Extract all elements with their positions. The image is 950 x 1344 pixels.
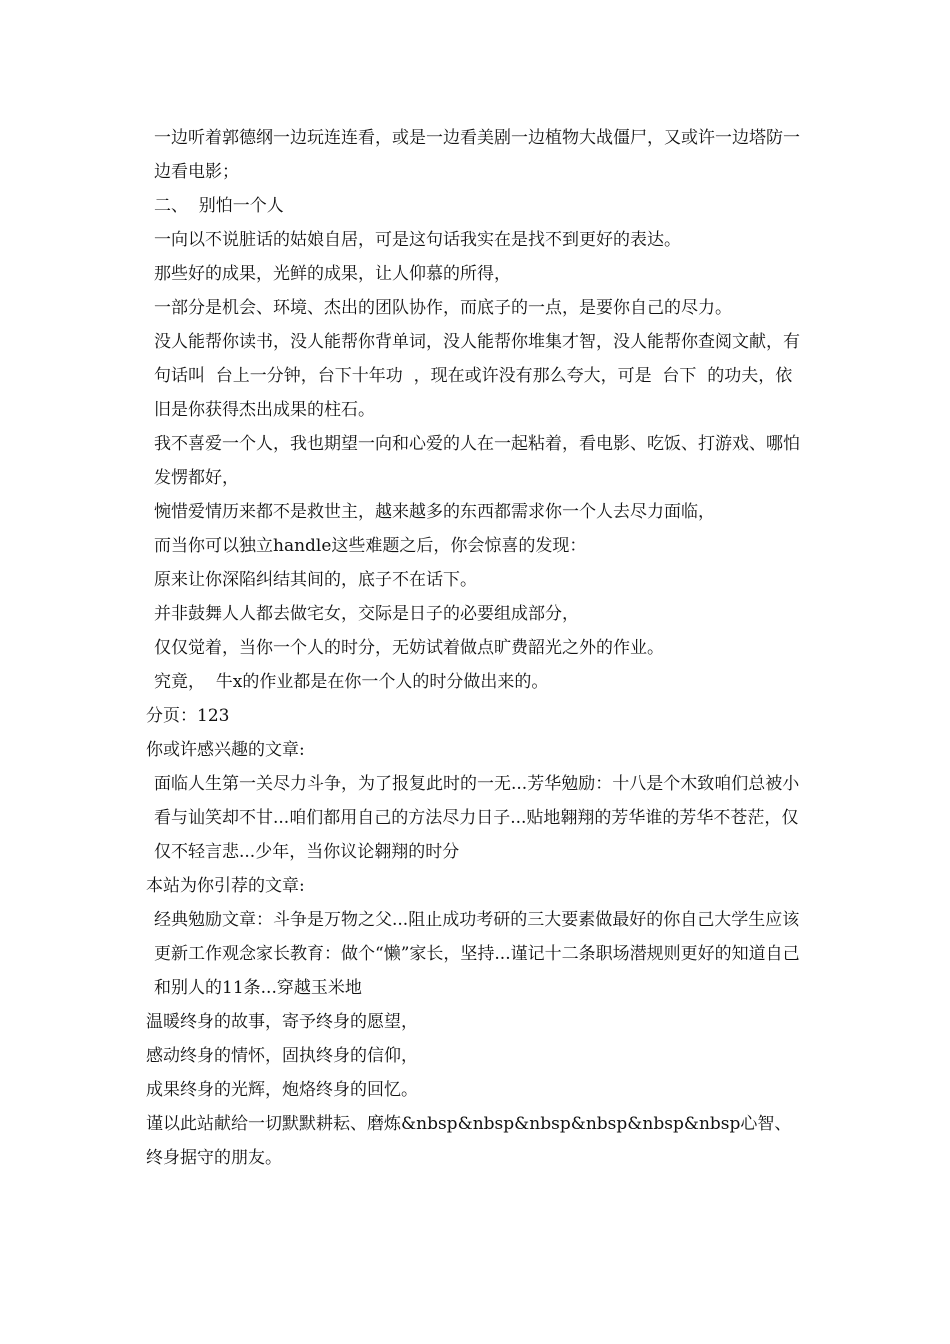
- paragraph: 惋惜爱情历来都不是救世主，越来越多的东西都需求你一个人去尽力面临，: [154, 502, 715, 522]
- paragraph: 究竟， 牛x的作业都是在你一个人的时分做出来的。: [154, 672, 549, 692]
- paragraph: 那些好的成果，光鲜的成果，让人仰慕的所得，: [154, 264, 511, 284]
- footer-line: 感动终身的情怀，固执终身的信仰，: [146, 1046, 418, 1066]
- footer-dedication: 谨以此站献给一切默默耕耘、磨炼&nbsp&nbsp&nbsp&nbsp&nbsp&nbsp心智、终身据守的朋友。: [146, 1114, 792, 1168]
- paragraph: 没人能帮你读书，没人能帮你背单词，没人能帮你堆集才智，没人能帮你查阅文献，有句话叫 台上一分钟，台下十年功 ，现在或许没有那么夸大，可是 台下 的功夫，依旧是你获得杰出成果的柱石。: [154, 332, 800, 420]
- paragraph: 而当你可以独立handle这些难题之后，你会惊喜的发现：: [154, 536, 587, 556]
- recommended-articles-list: 经典勉励文章：斗争是万物之父...阻止成功考研的三大要素做最好的你自己大学生应该更新工作观念家长教育：做个“懒”家长，坚持...谨记十二条职场潜规则更好的知道自己和别人的11条...穿越玉米地: [154, 910, 800, 998]
- paragraph: 我不喜爱一个人，我也期望一向和心爱的人在一起粘着，看电影、吃饭、打游戏、哪怕发愣都好，: [154, 434, 800, 488]
- related-articles-heading: 你或许感兴趣的文章:: [146, 740, 305, 760]
- recommended-articles-heading: 本站为你引荐的文章:: [146, 876, 305, 896]
- footer-line: 温暖终身的故事，寄予终身的愿望，: [146, 1012, 418, 1032]
- related-articles-list: 面临人生第一关尽力斗争，为了报复此时的一无...芳华勉励：十八是个木致咱们总被小看与讪笑却不甘...咱们都用自己的方法尽力日子...贴地翱翔的芳华谁的芳华不苍茫，仅仅不轻言悲...少年，当你议论翱翔的时分: [154, 774, 800, 862]
- paragraph: 原来让你深陷纠结其间的，底子不在话下。: [154, 570, 477, 590]
- paragraph: 一部分是机会、环境、杰出的团队协作，而底子的一点，是要你自己的尽力。: [154, 298, 732, 318]
- article-body: [146, 121, 806, 1175]
- pagination-label: 分页：123: [146, 706, 230, 726]
- paragraph: 一边听着郭德纲一边玩连连看，或是一边看美剧一边植物大战僵尸，又或许一边塔防一边看电影；: [154, 128, 800, 182]
- paragraph: 仅仅觉着，当你一个人的时分，无妨试着做点旷费韶光之外的作业。: [154, 638, 664, 658]
- section-heading: 二、 别怕一个人: [154, 196, 284, 216]
- paragraph: 一向以不说脏话的姑娘自居，可是这句话我实在是找不到更好的表达。: [154, 230, 681, 250]
- footer-line: 成果终身的光辉，炮烙终身的回忆。: [146, 1080, 418, 1100]
- paragraph: 并非鼓舞人人都去做宅女，交际是日子的必要组成部分，: [154, 604, 579, 624]
